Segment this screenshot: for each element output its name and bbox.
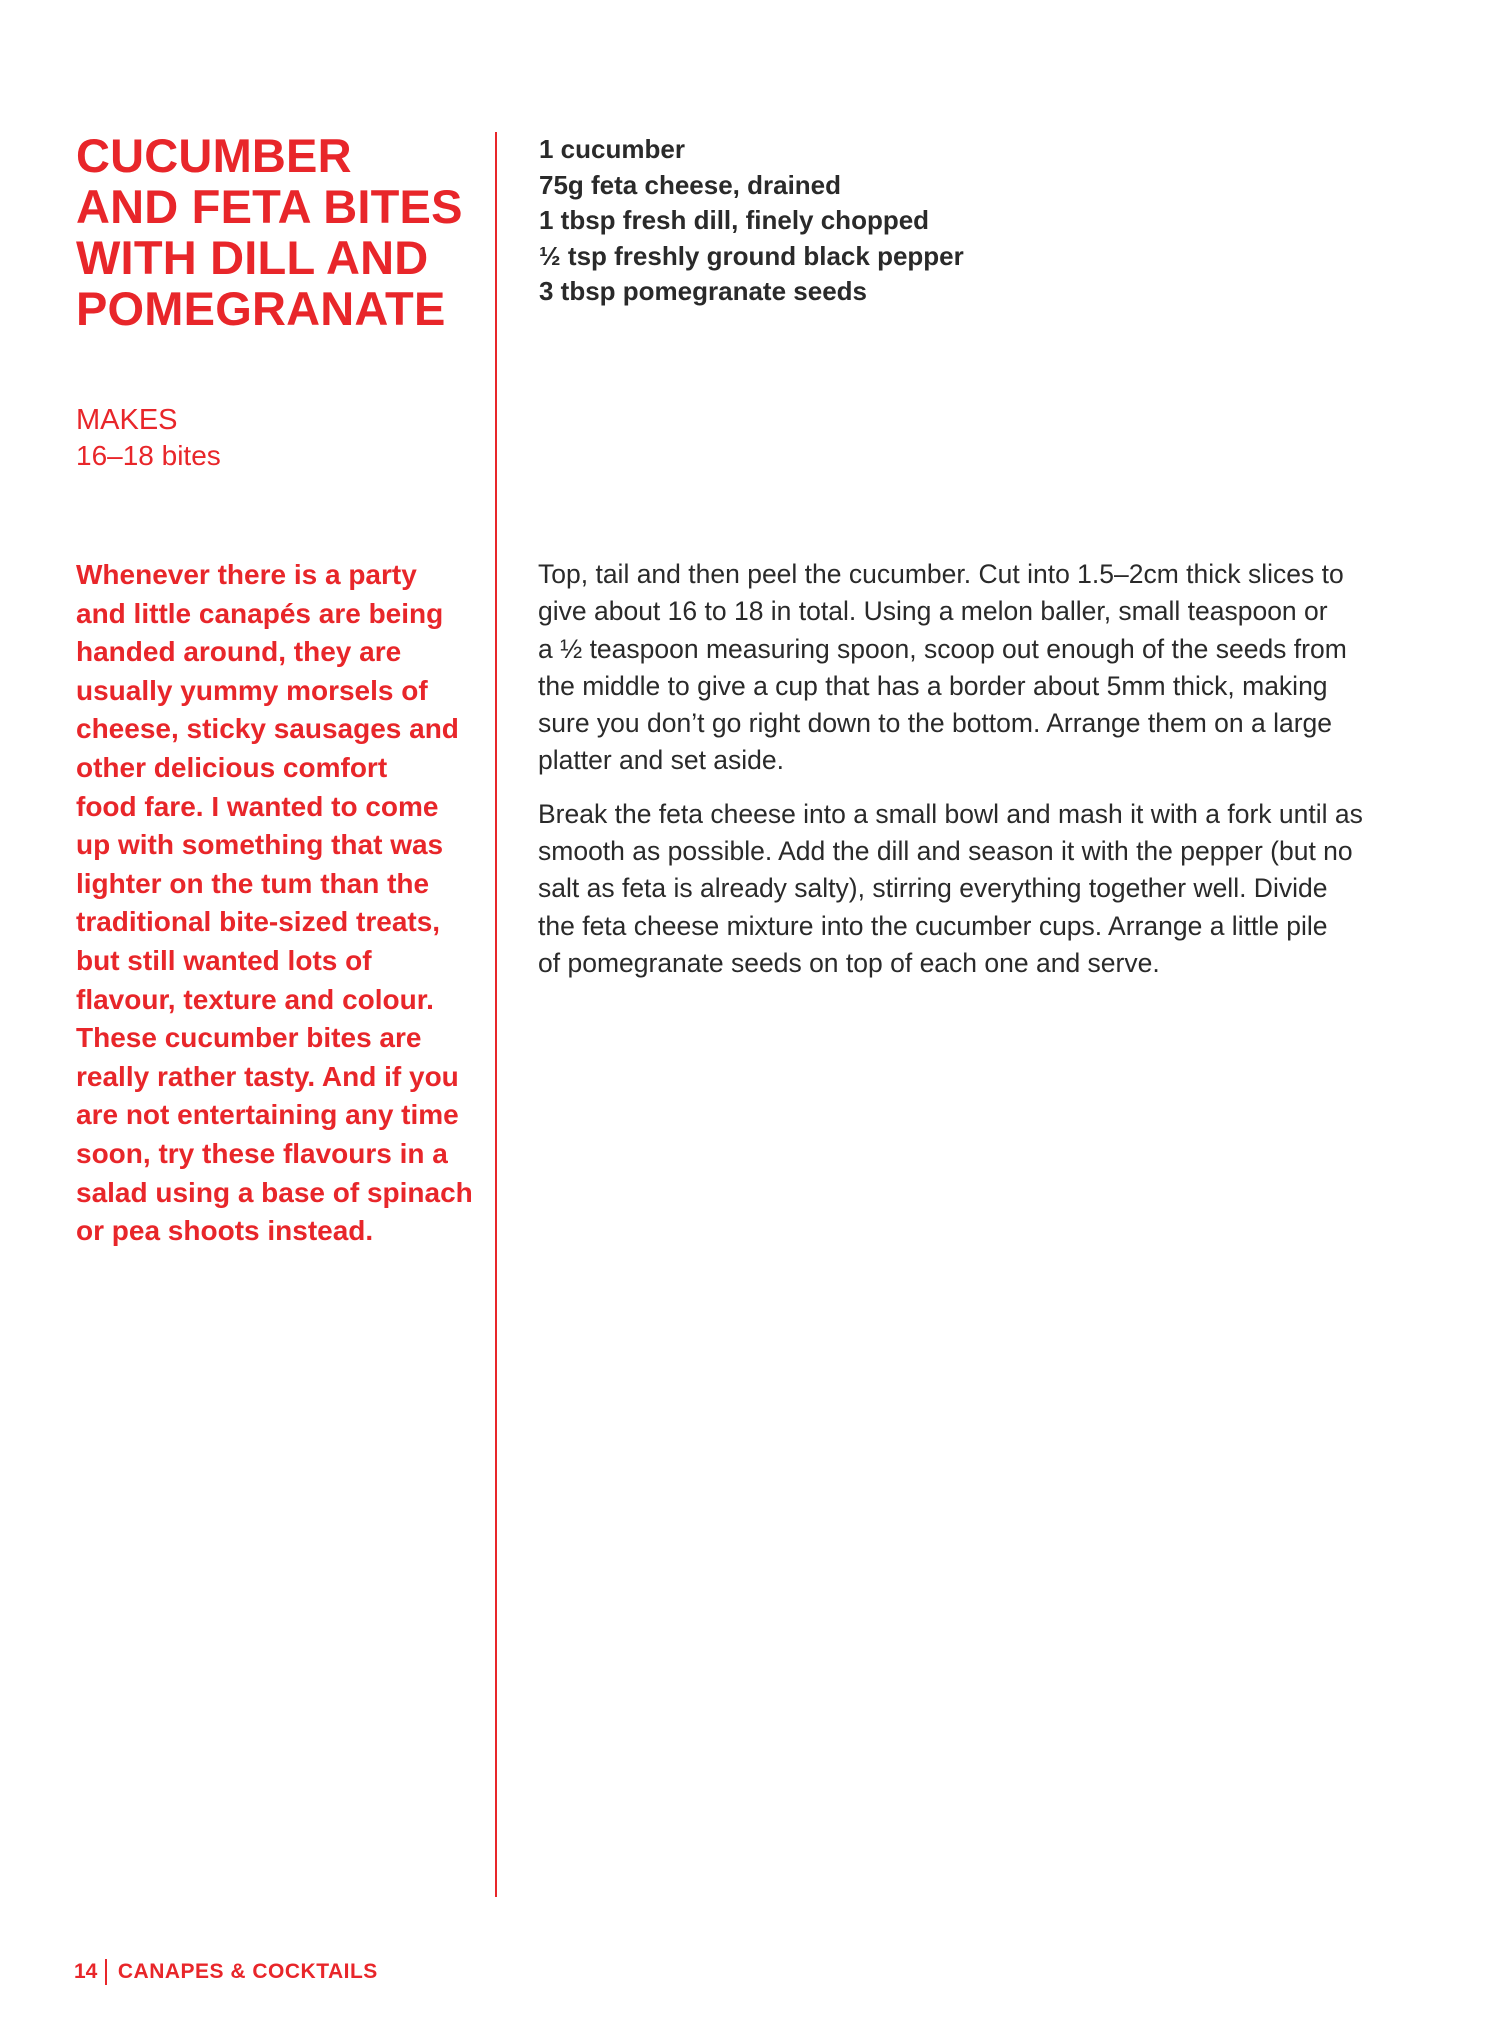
method-line: the middle to give a cup that has a border about 5mm thick, making bbox=[538, 670, 1328, 701]
ingredient-item: 3 tbsp pomegranate seeds bbox=[539, 276, 867, 306]
method-step bbox=[538, 796, 1418, 982]
intro-line: food fare. I wanted to come bbox=[76, 790, 439, 822]
yield-label: MAKES bbox=[76, 404, 178, 436]
ingredient-item: 1 cucumber bbox=[539, 134, 685, 164]
intro-line: flavour, texture and colour. bbox=[76, 983, 434, 1015]
page-footer bbox=[74, 1959, 378, 1985]
intro-line: or pea shoots instead. bbox=[76, 1215, 374, 1247]
method-line: Top, tail and then peel the cucumber. Cut into 1.5–2cm thick slices to bbox=[538, 559, 1344, 589]
method-line: the feta cheese mixture into the cucumber cups. Arrange a little pile bbox=[538, 910, 1328, 941]
ingredient-item: 1 tbsp fresh dill, finely chopped bbox=[539, 205, 930, 235]
intro-line: traditional bite-sized treats, bbox=[76, 906, 441, 938]
method-line: sure you don’t go right down to the bottom. Arrange them on a large bbox=[538, 708, 1333, 739]
ingredient-item: ½ tsp freshly ground black pepper bbox=[539, 240, 964, 271]
ingredient-item: 75g feta cheese, drained bbox=[539, 169, 842, 200]
method-line: give about 16 to 18 in total. Using a melon baller, small teaspoon or bbox=[538, 596, 1328, 627]
ingredients-list bbox=[539, 132, 964, 310]
yield-block bbox=[76, 402, 221, 474]
method-line: salt as feta is already salty), stirring everything together well. Divide bbox=[538, 873, 1328, 904]
intro-line: soon, try these flavours in a bbox=[76, 1137, 448, 1169]
recipe-title-line: AND FETA BITES bbox=[76, 180, 463, 233]
intro-line: but still wanted lots of bbox=[76, 944, 372, 976]
intro-line: and little canapés are being bbox=[76, 597, 444, 629]
section-title: CANAPES & COCKTAILS bbox=[117, 1960, 378, 1983]
method-line: platter and set aside. bbox=[538, 745, 785, 776]
page-number: 14 bbox=[74, 1960, 98, 1983]
method-step bbox=[538, 556, 1418, 780]
intro-line: cheese, sticky sausages and bbox=[76, 713, 459, 745]
intro-line: other delicious comfort bbox=[76, 751, 388, 783]
recipe-title-line: CUCUMBER bbox=[76, 129, 352, 182]
method-section bbox=[538, 556, 1418, 998]
intro-line: These cucumber bites are bbox=[76, 1022, 422, 1054]
recipe-intro bbox=[76, 556, 476, 1251]
recipe-title bbox=[76, 130, 476, 334]
intro-line: handed around, they are bbox=[76, 636, 402, 668]
method-line: a ½ teaspoon measuring spoon, scoop out enough of the seeds from bbox=[538, 633, 1347, 664]
recipe-title-line: POMEGRANATE bbox=[76, 282, 446, 335]
recipe-title-line: WITH DILL AND bbox=[76, 231, 429, 284]
intro-line: really rather tasty. And if you bbox=[76, 1060, 459, 1092]
method-line: Break the feta cheese into a small bowl and mash it with a fork until as bbox=[538, 798, 1363, 829]
intro-line: Whenever there is a party bbox=[76, 559, 417, 590]
column-divider bbox=[495, 132, 497, 1897]
intro-line: salad using a base of spinach bbox=[76, 1176, 473, 1208]
method-line: of pomegranate seeds on top of each one and serve. bbox=[538, 947, 1160, 978]
yield-value: 16–18 bites bbox=[76, 440, 221, 471]
intro-line: usually yummy morsels of bbox=[76, 674, 428, 706]
footer-divider bbox=[105, 1959, 107, 1985]
intro-line: up with something that was bbox=[76, 829, 444, 861]
method-line: smooth as possible. Add the dill and season it with the pepper (but no bbox=[538, 836, 1353, 867]
intro-line: are not entertaining any time bbox=[76, 1099, 459, 1131]
intro-line: lighter on the tum than the bbox=[76, 867, 430, 899]
